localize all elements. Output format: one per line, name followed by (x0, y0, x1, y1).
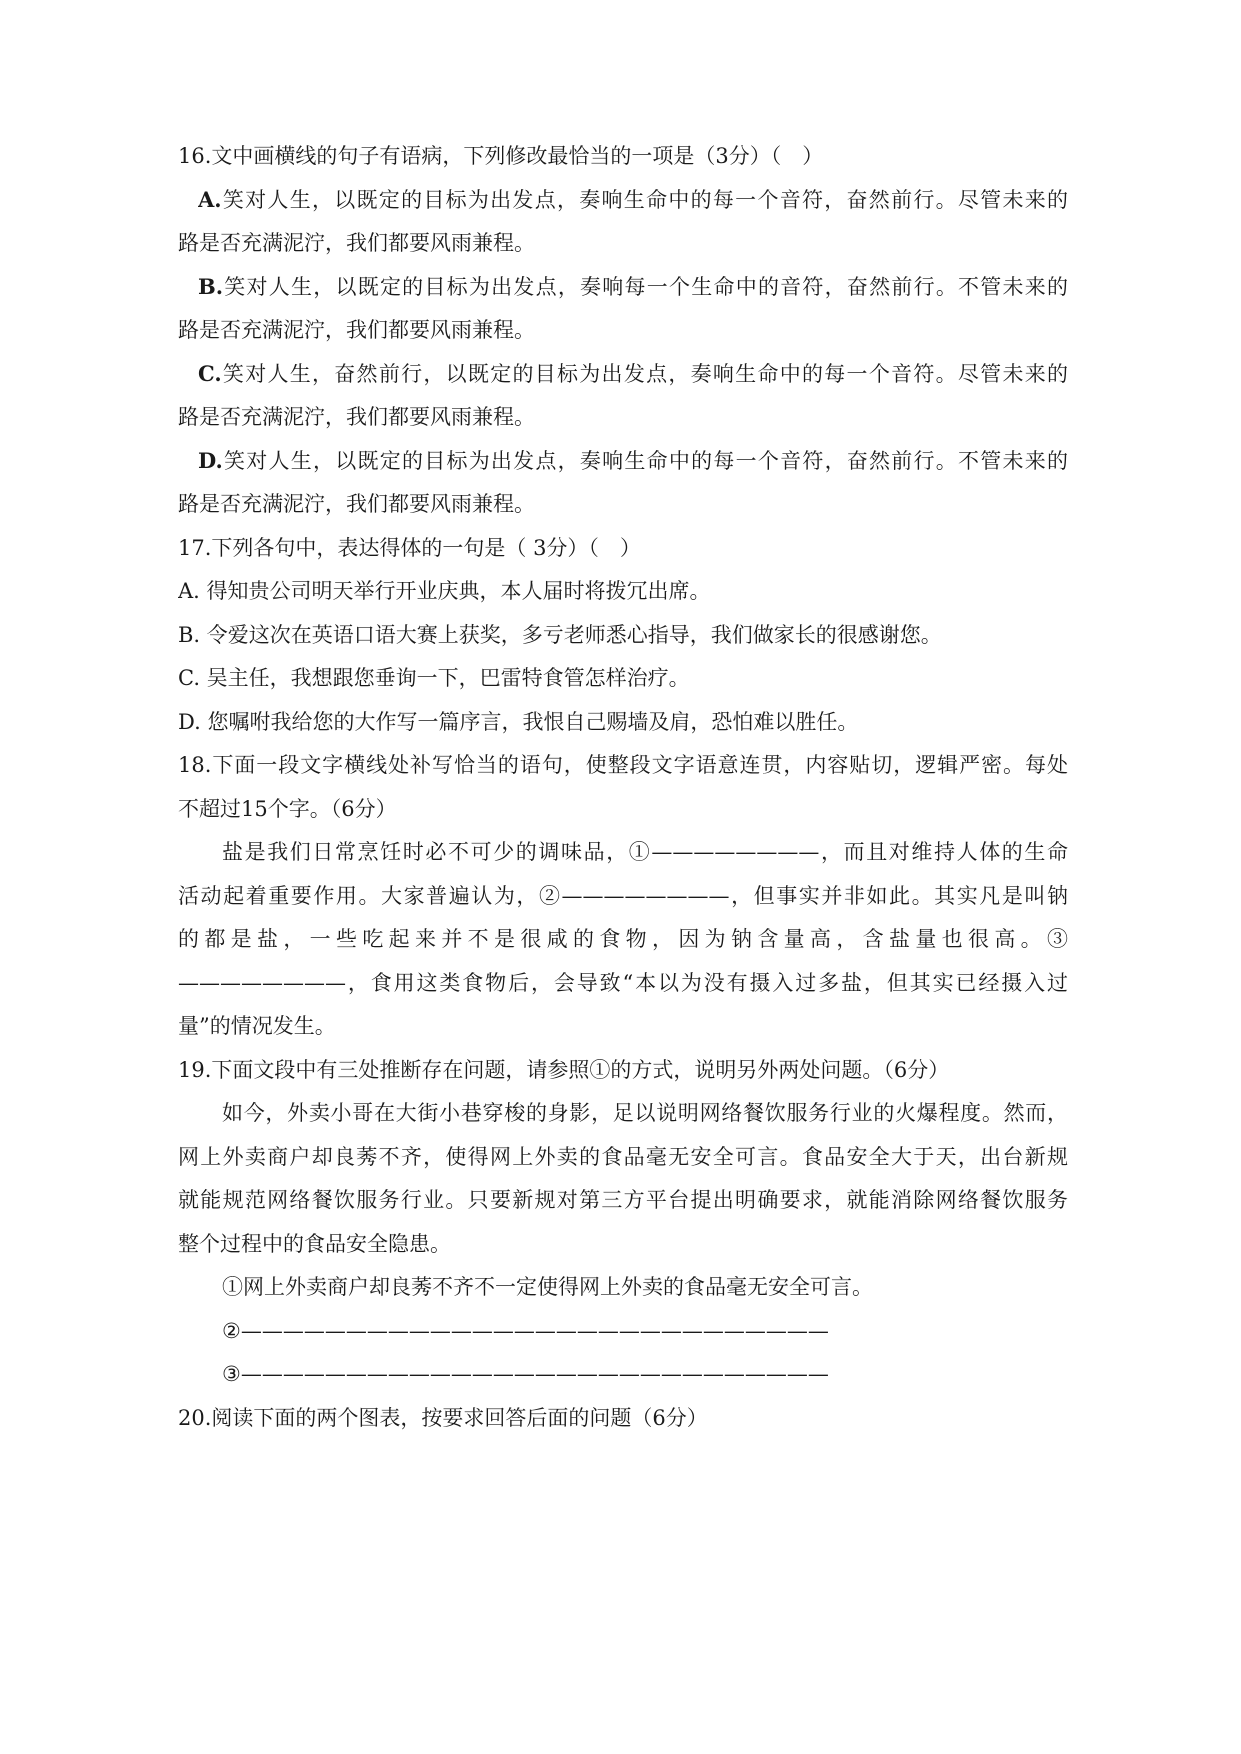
q16-option-a-label: A. (198, 187, 222, 212)
q17-stem: 17.下列各句中，表达得体的一句是（ 3分）（ ） (178, 536, 641, 560)
q17-option-c: C. 吴主任，我想跟您垂询一下，巴雷特食管怎样治疗。 (178, 666, 690, 690)
q19-answer-3-blank: ③———————————————————————————— (222, 1362, 829, 1386)
q16-option-d-line1: D.笑对人生，以既定的目标为出发点，奏响生命中的每一个音符，奋然前行。不管未来的 (198, 448, 1068, 473)
q16-option-b-line2: 路是否充满泥泞，我们都要风雨兼程。 (178, 318, 535, 342)
q16-option-b-label: B. (198, 274, 224, 299)
q19-answer-2-blank: ②———————————————————————————— (222, 1319, 829, 1343)
q18-paragraph-line3: 的都是盐，一些吃起来并不是很咸的食物，因为钠含量高，含盐量也很高。③ (178, 927, 1068, 951)
q19-stem: 19.下面文段中有三处推断存在问题，请参照①的方式，说明另外两处问题。（6分） (178, 1058, 950, 1082)
q19-paragraph-line4: 整个过程中的食品安全隐患。 (178, 1232, 451, 1256)
q18-paragraph-line4: ————————，食用这类食物后，会导致“本以为没有摄入过多盐，但其实已经摄入过 (178, 971, 1068, 995)
q18-stem-line1: 18.下面一段文字横线处补写恰当的语句，使整段文字语意连贯，内容贴切，逻辑严密。每处 (178, 753, 1068, 777)
q19-answer-1: ①网上外卖商户却良莠不齐不一定使得网上外卖的食品毫无安全可言。 (222, 1275, 873, 1299)
q18-paragraph-line1: 盐是我们日常烹饪时必不可少的调味品，①————————，而且对维持人体的生命 (222, 840, 1068, 864)
q18-paragraph-line2: 活动起着重要作用。大家普遍认为，②————————，但事实并非如此。其实凡是叫钠 (178, 884, 1068, 908)
q19-paragraph-line2: 网上外卖商户却良莠不齐，使得网上外卖的食品毫无安全可言。食品安全大于天，出台新规 (178, 1145, 1068, 1169)
q16-option-c-line1: C.笑对人生，奋然前行，以既定的目标为出发点，奏响生命中的每一个音符。尽管未来的 (198, 361, 1068, 386)
q18-paragraph-line5: 量”的情况发生。 (178, 1014, 336, 1038)
q18-stem-line2: 不超过15个字。（6分） (178, 797, 397, 821)
q16-option-d-line2: 路是否充满泥泞，我们都要风雨兼程。 (178, 492, 535, 516)
q16-option-c-line2: 路是否充满泥泞，我们都要风雨兼程。 (178, 405, 535, 429)
q16-option-a-line1: A.笑对人生，以既定的目标为出发点，奏响生命中的每一个音符，奋然前行。尽管未来的 (198, 187, 1068, 212)
q17-option-a: A. 得知贵公司明天举行开业庆典，本人届时将拨冗出席。 (178, 579, 711, 603)
q16-option-d-label: D. (198, 448, 223, 473)
q19-paragraph-line1: 如今，外卖小哥在大街小巷穿梭的身影，足以说明网络餐饮服务行业的火爆程度。然而， (222, 1101, 1068, 1125)
q17-option-d: D. 您嘱咐我给您的大作写一篇序言，我恨自己赐墙及肩，恐怕难以胜任。 (178, 710, 859, 734)
q20-stem: 20.阅读下面的两个图表，按要求回答后面的问题（6分） (178, 1406, 708, 1430)
q16-option-b-line1: B.笑对人生，以既定的目标为出发点，奏响每一个生命中的音符，奋然前行。不管未来的 (198, 274, 1068, 299)
q16-stem: 16.文中画横线的句子有语病，下列修改最恰当的一项是（3分）（ ） (178, 144, 824, 168)
q17-option-b: B. 令爱这次在英语口语大赛上获奖，多亏老师悉心指导，我们做家长的很感谢您。 (178, 623, 942, 647)
q16-option-a-line2: 路是否充满泥泞，我们都要风雨兼程。 (178, 231, 535, 255)
q19-paragraph-line3: 就能规范网络餐饮服务行业。只要新规对第三方平台提出明确要求，就能消除网络餐饮服务 (178, 1188, 1068, 1212)
q16-option-c-label: C. (198, 361, 222, 386)
